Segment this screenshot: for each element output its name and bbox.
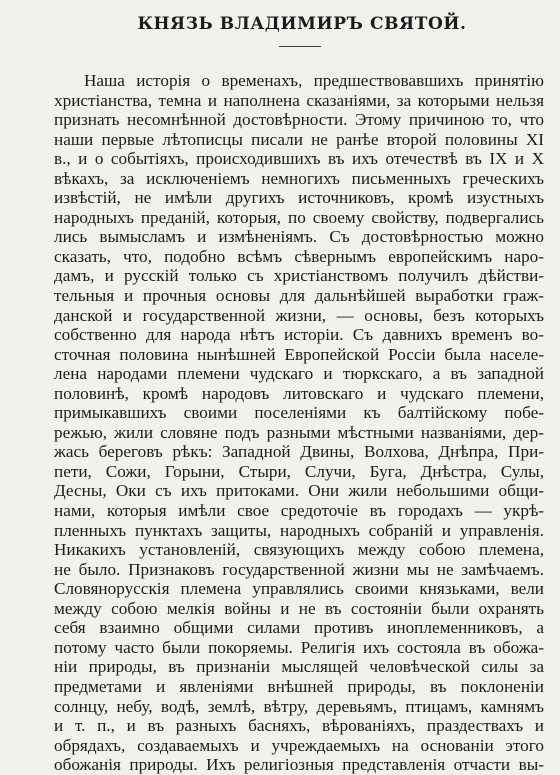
text-line: половинѣ, кромѣ народовъ литовскаго и чудскаго племени, [54,383,544,403]
text-line: Словянорусскія племена управлялись своими князьками, вели [54,579,544,599]
text-line: данской и государственной жизни, — основы, безъ которыхъ [54,305,544,325]
chapter-title: КНЯЗЬ ВЛАДИМИРЪ СВЯТОЙ. [137,14,467,34]
text-line: лена народами племени чудскаго и тюркскаго, а въ западной [54,364,544,384]
text-line: тельныя и прочныя основы для дальнѣйшей выработки граж- [54,286,544,306]
text-line: наши первые лѣтописцы писали не ранѣе второй половины XI [54,129,544,149]
text-line: народныхъ преданій, которыя, по своему свойству, подвергались [54,207,544,227]
text-line: режью, жили словяне подъ разными мѣстными названіями, дер- [54,422,544,442]
text-line: и т. п., и въ разныхъ басняхъ, вѣрованіяхъ, праздествахъ и [54,716,544,736]
text-line: дамъ, и русскій только съ христіанствомъ получилъ дѣйстви- [54,266,544,286]
text-line: лись вымысламъ и измѣненіямъ. Съ достовѣрностью можно [54,227,544,247]
text-line: пленныхъ пунктахъ защиты, народныхъ собраній и управленія. [54,520,544,540]
text-line: пети, Сожи, Горыни, Стыри, Случи, Буга, Днѣстра, Сулы, [54,461,544,481]
text-line: себя взаимно общими силами противъ иноплеменниковъ, а [54,618,544,638]
text-line: обрядахъ, создаваемыхъ и учреждаемыхъ на основаніи этого [54,735,544,755]
body-text [54,71,544,775]
text-line: Никакихъ установленій, связующихъ между собою племена, [54,540,544,560]
text-line: извѣстій, не имѣли другихъ источниковъ, кромѣ изустныхъ [54,188,544,208]
text-line: жась береговъ рѣкъ: Западной Двины, Волхова, Днѣпра, При- [54,442,544,462]
text-line: в., и о событіяхъ, происходившихъ въ ихъ отечествѣ въ IX и X [54,149,544,169]
text-line: ніи природы, въ признаніи мыслящей человѣческой силы за [54,657,544,677]
text-line: потому часто были покоряемы. Религія ихъ состояла въ обожа- [54,637,544,657]
text-line: солнцу, небу, водѣ, землѣ, вѣтру, деревьямъ, птицамъ, камнямъ [54,696,544,716]
text-line: христіанства, темна и наполнена сказаніями, за которыми нельзя [54,90,544,110]
text-line: предметами и явленіями внѣшней природы, въ поклоненіи [54,676,544,696]
text-line: обожанія природы. Ихъ религіозныя представленія отчасти вы- [54,755,544,775]
text-line: вѣкахъ, за исключеніемъ немногихъ письменныхъ греческихъ [54,168,544,188]
text-line: признать несомнѣнной достовѣрности. Этому причиною то, что [54,110,544,130]
text-line: между собою мелкія войны и не въ состояніи были охранять [54,598,544,618]
text-line: собственно для народа нѣтъ исторіи. Съ давнихъ временъ во- [54,325,544,345]
text-line: примыкавшихъ своими поселеніями къ балтійскому побе- [54,403,544,423]
text-line: сточная половина нынѣшней Европейской Россіи была населе- [54,344,544,364]
title-rule [279,46,321,47]
text-line: нами, которыя имѣли свое средоточіе въ городахъ — укрѣ- [54,501,544,521]
text-line: не было. Признаковъ государственной жизни мы не замѣчаемъ. [54,559,544,579]
text-line: Десны, Оки съ ихъ притоками. Они жили небольшими общи- [54,481,544,501]
text-line: сказать, что, подобно всѣмъ сѣвернымъ европейскимъ наро- [54,246,544,266]
text-line: Наша исторія о временахъ, предшествовавшихъ принятію [84,71,544,90]
